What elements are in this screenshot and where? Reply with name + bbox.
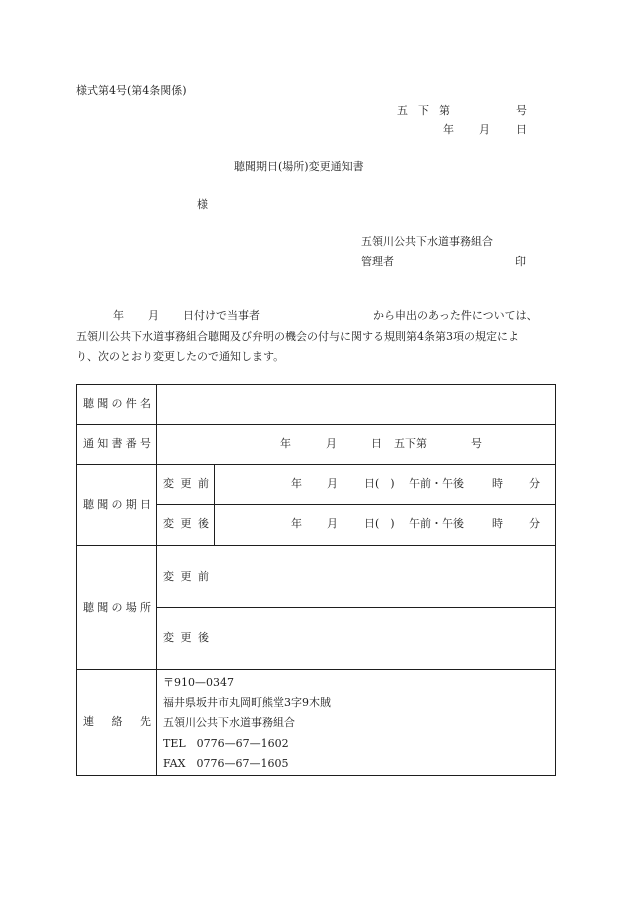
- doc-number-char: 第: [439, 104, 450, 117]
- date-month: 月: [479, 123, 490, 136]
- doc-number-char: 五: [397, 104, 408, 117]
- date-before-minute: 分: [529, 477, 540, 490]
- notice-year: 年: [280, 437, 291, 450]
- date-before-field[interactable]: [216, 466, 554, 503]
- sender-seal: 印: [515, 255, 526, 268]
- case-name-field[interactable]: [158, 386, 554, 423]
- notice-suffix: 号: [471, 437, 482, 450]
- date-before-month: 月: [327, 477, 338, 490]
- notice-number-label: 通 知 書 番 号: [83, 437, 151, 450]
- table-rule: [157, 607, 555, 608]
- notice-day: 日: [371, 437, 382, 450]
- body-rest: から申出のあった件については、: [373, 309, 538, 322]
- doc-number-suffix: 号: [516, 104, 527, 117]
- table-rule: [156, 385, 157, 775]
- contact-tel: TEL 0776—67—1602: [163, 737, 289, 750]
- date-after-ampm: 午前・午後: [409, 517, 464, 530]
- contact-address: 福井県坂井市丸岡町熊堂3字9木賊: [163, 696, 331, 709]
- date-before-hour: 時: [492, 477, 503, 490]
- date-before-label: 変 更 前: [163, 477, 209, 490]
- date-after-month: 月: [327, 517, 338, 530]
- table-rule: [214, 464, 215, 545]
- table-rule: [157, 504, 555, 505]
- date-after-label: 変 更 後: [163, 517, 209, 530]
- body-line-3: り、次のとおり変更したので通知します。: [76, 350, 285, 363]
- place-before-field[interactable]: [216, 547, 554, 606]
- body-year: 年: [113, 309, 124, 322]
- date-after-day: 日( ): [364, 517, 395, 530]
- contact-org: 五領川公共下水道事務組合: [163, 716, 295, 729]
- date-year: 年: [443, 123, 454, 136]
- table-rule: [77, 424, 555, 425]
- notice-prefix: 五下第: [394, 437, 427, 450]
- recipient-suffix: 様: [197, 198, 208, 211]
- contact-postal: 〒910—0347: [163, 676, 234, 689]
- notice-month: 月: [326, 437, 337, 450]
- date-after-hour: 時: [492, 517, 503, 530]
- table-rule: [77, 669, 555, 670]
- form-table: [76, 384, 556, 776]
- table-rule: [77, 545, 555, 546]
- form-label: 様式第4号(第4条関係): [76, 84, 187, 97]
- date-before-ampm: 午前・午後: [409, 477, 464, 490]
- sender-org: 五領川公共下水道事務組合: [361, 235, 493, 248]
- date-before-day: 日( ): [364, 477, 395, 490]
- doc-number-char: 下: [418, 104, 429, 117]
- document-title: 聴聞期日(場所)変更通知書: [234, 160, 364, 173]
- sender-role: 管理者: [361, 255, 394, 268]
- date-day: 日: [516, 123, 527, 136]
- notice-number-field[interactable]: [158, 426, 554, 463]
- hearing-date-label: 聴 聞 の 期 日: [83, 498, 151, 511]
- hearing-place-label: 聴 聞 の 場 所: [83, 601, 151, 614]
- body-month: 月: [148, 309, 159, 322]
- place-before-label: 変 更 前: [163, 570, 209, 583]
- date-after-field[interactable]: [216, 506, 554, 544]
- date-after-year: 年: [291, 517, 302, 530]
- date-before-year: 年: [291, 477, 302, 490]
- table-rule: [77, 464, 555, 465]
- contact-fax: FAX 0776—67—1605: [163, 757, 289, 770]
- place-after-field[interactable]: [216, 609, 554, 668]
- case-name-label: 聴 聞 の 件 名: [83, 397, 151, 410]
- contact-label: 連 絡 先: [83, 715, 151, 728]
- place-after-label: 変 更 後: [163, 631, 209, 644]
- body-dated: 日付けで当事者: [183, 309, 260, 322]
- date-after-minute: 分: [529, 517, 540, 530]
- body-line-2: 五領川公共下水道事務組合聴聞及び弁明の機会の付与に関する規則第4条第3項の規定によ: [76, 330, 519, 343]
